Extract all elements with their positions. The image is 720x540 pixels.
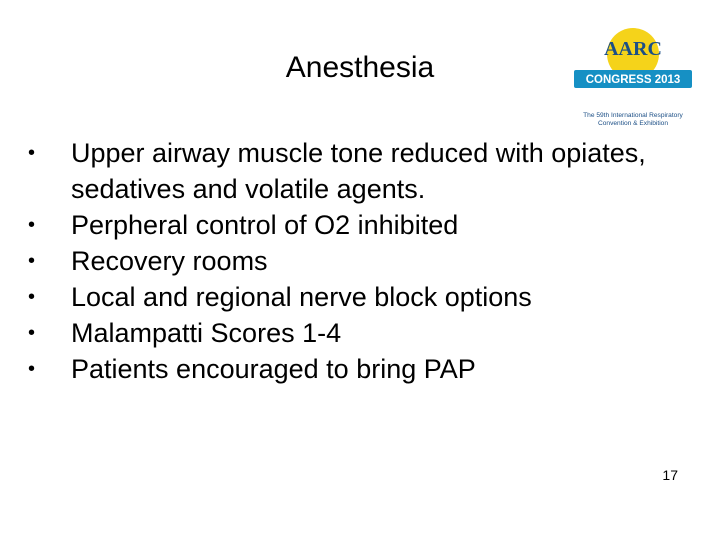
bullet-item: • Local and regional nerve block options — [28, 279, 678, 315]
page-number: 17 — [662, 467, 678, 483]
bullet-item: • Malampatti Scores 1-4 — [28, 315, 678, 351]
bullet-item: • Patients encouraged to bring PAP — [28, 351, 678, 387]
slide-title: Anesthesia — [285, 51, 435, 84]
logo-caption-line-1: The 59th International Respiratory — [583, 112, 683, 119]
aarc-congress-logo-icon — [572, 22, 694, 134]
bullet-item: • Recovery rooms — [28, 243, 678, 279]
logo-event-text: CONGRESS 2013 — [585, 74, 681, 86]
aarc-congress-logo — [572, 22, 694, 134]
bullet-item: • Upper airway muscle tone reduced with opiates, sedatives and volatile agents. — [28, 135, 678, 207]
logo-letters: AARC — [604, 38, 662, 60]
bullet-item: • Perpheral control of O2 inhibited — [28, 207, 678, 243]
bullet-list — [28, 135, 678, 387]
logo-caption-line-2: Convention & Exhibition — [597, 120, 669, 127]
